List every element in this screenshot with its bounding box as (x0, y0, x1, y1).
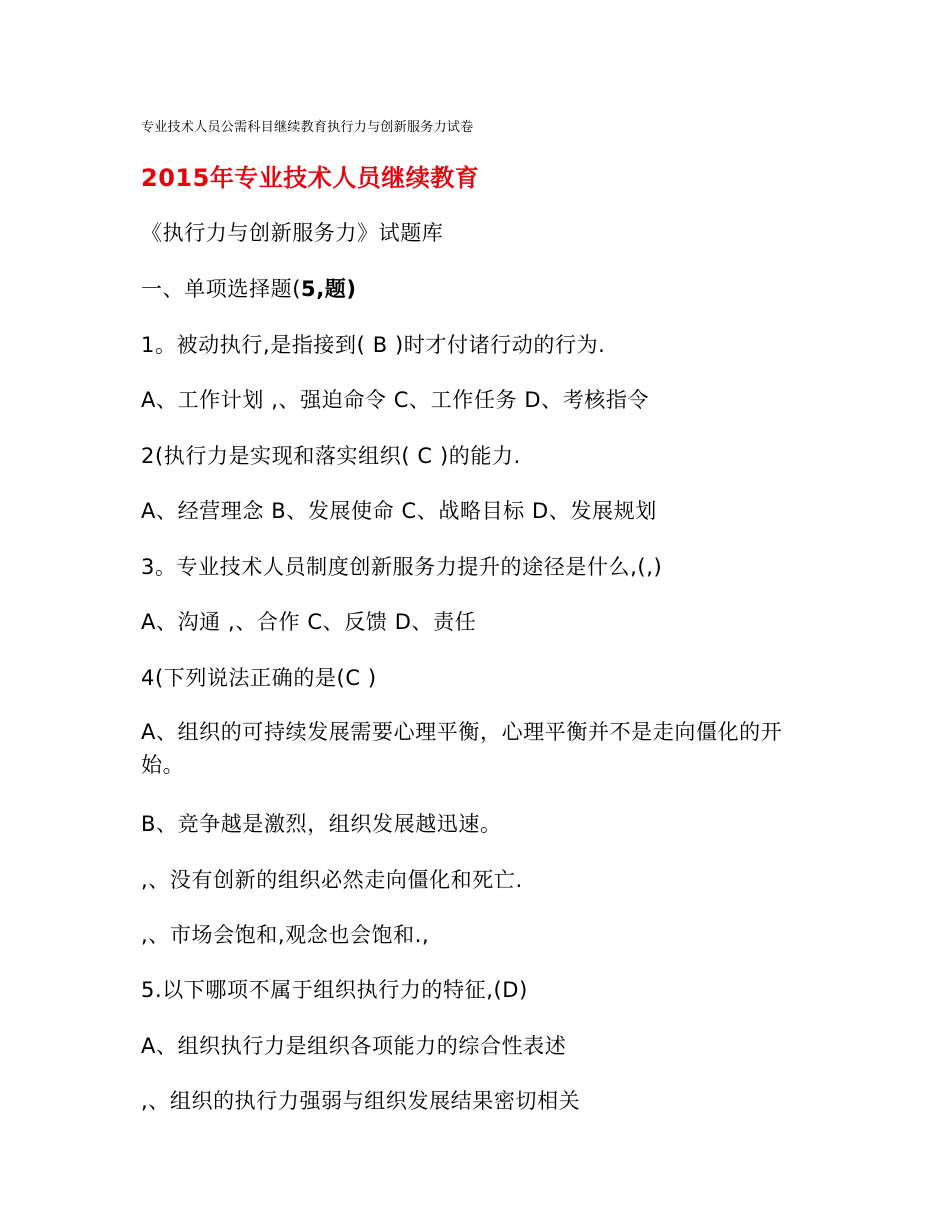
question-2: 2(执行力是实现和落实组织( C )的能力. (141, 444, 521, 468)
question-4-option-c: ,、没有创新的组织必然走向僵化和死亡. (141, 868, 523, 892)
question-4-option-d: ,、市场会饱和,观念也会饱和., (141, 923, 430, 947)
question-4: 4(下列说法正确的是(C ) (141, 666, 377, 690)
document-subtitle: 《执行力与创新服务力》试题库 (141, 221, 444, 245)
question-1-options: A、工作计划 ,、强迫命令 C、工作任务 D、考核指令 (141, 388, 650, 412)
question-5-option-a: A、组织执行力是组织各项能力的综合性表述 (141, 1034, 567, 1058)
document-header: 专业技术人员公需科目继续教育执行力与创新服务力试卷 (141, 120, 474, 135)
question-3-options: A、沟通 ,、合作 C、反馈 D、责任 (141, 610, 477, 634)
question-4-option-b: B、竞争越是激烈，组织发展越迅速。 (141, 812, 502, 836)
question-4-option-a: A、组织的可持续发展需要心理平衡，心理平衡并不是走向僵化的开始。 (141, 720, 783, 777)
question-5-option-b: ,、组织的执行力强弱与组织发展结果密切相关 (141, 1089, 581, 1113)
question-5: 5.以下哪项不属于组织执行力的特征,(D) (141, 978, 528, 1002)
document-title: 2015年专业技术人员继续教育 (141, 164, 480, 192)
section-heading (141, 274, 357, 304)
section-heading-suffix: 题) (324, 277, 357, 301)
section-heading-prefix: 一、单项选择题( (141, 277, 301, 301)
question-2-options: A、经营理念 B、发展使命 C、战略目标 D、发展规划 (141, 499, 657, 523)
question-1: 1。被动执行,是指接到( B )时才付诸行动的行为. (141, 333, 606, 357)
section-question-count: 5, (301, 277, 325, 301)
question-3: 3。专业技术人员制度创新服务力提升的途径是什么,(,) (141, 555, 663, 579)
